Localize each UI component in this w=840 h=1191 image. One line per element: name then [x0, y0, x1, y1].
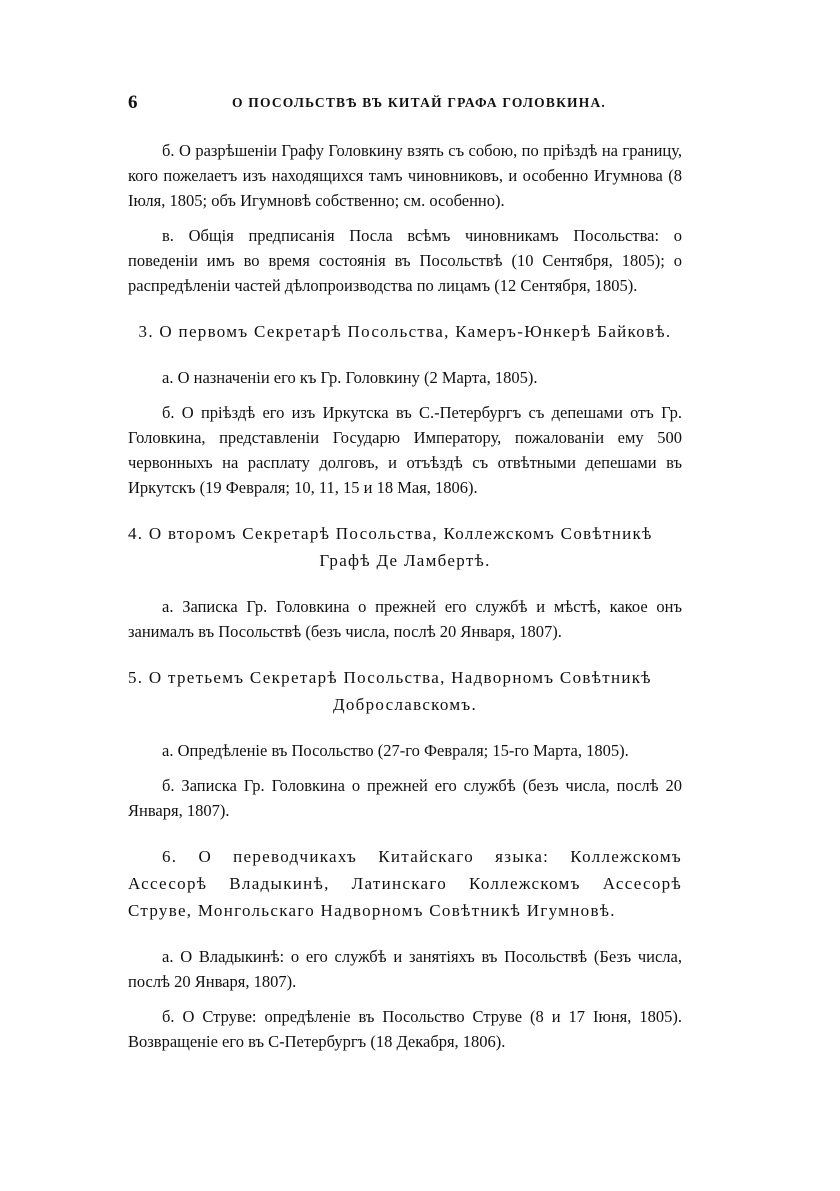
document-page: [128, 92, 682, 1054]
item-b-struve: б. О Струве: опредѣленіе въ Посольство Струве (8 и 17 Іюня, 1805). Возвращеніе его въ С-Петербургъ (18 Декабря, 1806).: [128, 1007, 682, 1051]
page-header: [128, 92, 682, 116]
item-b-arrival-baikov: б. О пріѣздѣ его изъ Иркутска въ С.-Петербургъ съ депешами отъ Гр. Головкина, представленіи Государю Императору, пожалованіи ему 500 червонныхъ на расплату долговъ, и отъѣздѣ съ отвѣтными депешами въ Иркутскъ (19 Февраля; 10, 11, 15 и 18 Мая, 1806).: [128, 403, 682, 497]
page-number: 6: [128, 92, 138, 113]
item-v-general-instructions: в. Общія предписанія Посла всѣмъ чиновникамъ Посольства: о поведеніи имъ во время состоянія въ Посольствѣ (10 Сентября, 1805); о распредѣленіи частей дѣлопроизводства по лицамъ (12 Сентября, 1805).: [128, 226, 682, 295]
running-title: О ПОСОЛЬСТВѢ ВЪ КИТАЙ ГРАФА ГОЛОВКИНА.: [232, 95, 606, 110]
item-b-permission-golovkin: б. О разрѣшеніи Графу Головкину взять съ собою, по пріѣздѣ на границу, кого пожелаетъ изъ находящихся тамъ чиновниковъ, и особенно Игумнова (8 Іюля, 1805; объ Игумновѣ собственно; см. особенно).: [128, 141, 682, 210]
item-a-appointment-doboslavsky: а. Опредѣленіе въ Посольство (27-го Февраля; 15-го Марта, 1805).: [162, 741, 629, 760]
item-b-note-doboslavsky: б. Записка Гр. Головкина о прежней его службѣ (безъ числа, послѣ 20 Января, 1807).: [128, 776, 682, 820]
section-6-title: 6. О переводчикахъ Китайскаго языка: Коллежскомъ Ассесорѣ Владыкинѣ, Латинскаго Коллежскомъ Ассесорѣ Струве, Монгольскаго Надворномъ Совѣтникѣ Игумновѣ.: [128, 847, 682, 920]
section-4-title: 4. О второмъ Секретарѣ Посольства, Коллежскомъ Совѣтникѣ Графѣ Де Ламбертѣ.: [128, 524, 653, 570]
item-a-note-lambert: а. Записка Гр. Головкина о прежней его службѣ и мѣстѣ, какое онъ занималъ въ Посольствѣ (безъ числа, послѣ 20 Января, 1807).: [128, 597, 682, 641]
section-5-title: 5. О третьемъ Секретарѣ Посольства, Надворномъ Совѣтникѣ Доброславскомъ.: [128, 668, 652, 714]
item-a-vladykin: а. О Владыкинѣ: о его службѣ и занятіяхъ въ Посольствѣ (Безъ числа, послѣ 20 Января, 1807).: [128, 947, 682, 991]
item-a-appointment-baikov: а. О назначеніи его къ Гр. Головкину (2 Марта, 1805).: [162, 368, 538, 387]
section-3-title: 3. О первомъ Секретарѣ Посольства, Камеръ-Юнкерѣ Байковѣ.: [138, 322, 672, 341]
